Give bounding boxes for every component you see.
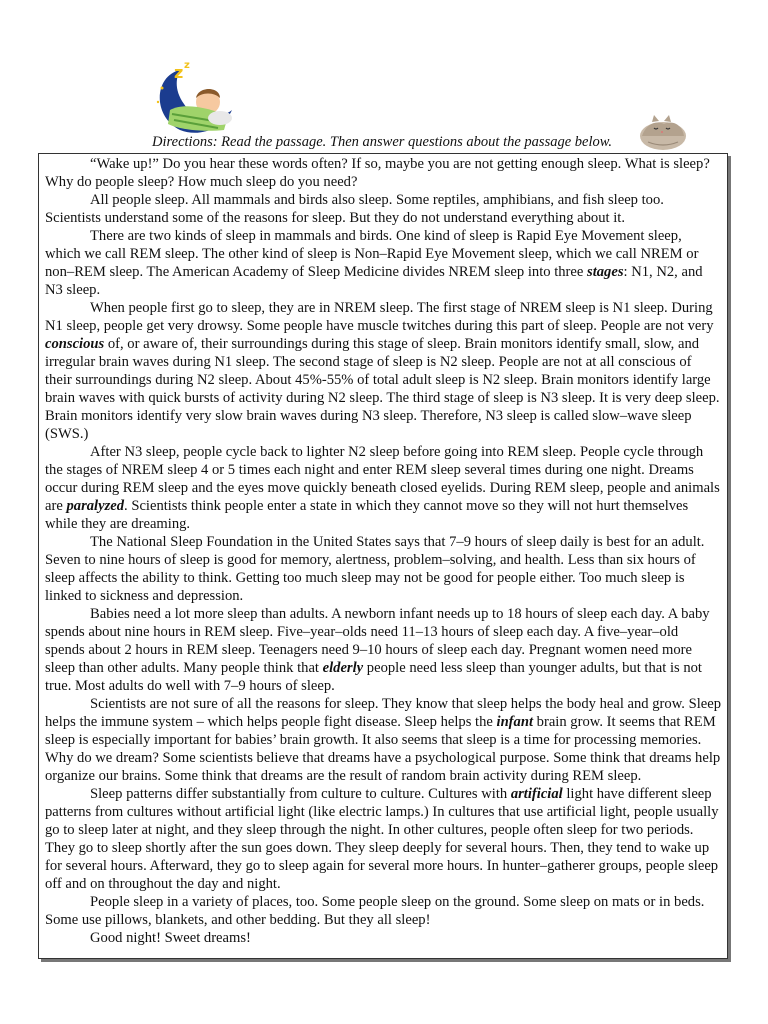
paragraph-text: light have different sleep patterns from cultures without artificial light (like electric lamps.) In cultures that use artificial light, people usually go to sleep later at night, and they sleep through the night. In other cultures, people often sleep for two periods. They go to sleep shortly after the sun goes down. They sleep deeply for several hours. Then, they tend to wake up for several hours. Afterward, they go to sleep again for several more hours. In hunter–gatherer groups, people sleep off and on throughout the day and night. xyxy=(45,786,719,892)
paragraph-text: All people sleep. All mammals and birds also sleep. Some reptiles, amphibians, and fish sleep too. Scientists understand some of the reasons for sleep. But they do not understand everything about it. xyxy=(45,192,664,226)
paragraph-text: brain grow. It seems that REM sleep is especially important for babies’ brain growth. It also seems that sleep is a time for processing memories. Why do we dream? Some scientists believe that dreams have a psychological purpose. Some think that dreams help organize our brains. Some think that dreams are the result of random brain activity during REM sleep. xyxy=(45,714,721,784)
passage-paragraph xyxy=(45,533,721,605)
paragraph-text: . Scientists think people enter a state in which they cannot move so they will not hurt themselves while they are dreaming. xyxy=(45,498,689,532)
vocabulary-word: elderly xyxy=(322,660,364,676)
passage-paragraph xyxy=(45,695,721,785)
paragraph-text: The National Sleep Foundation in the United States says that 7–9 hours of sleep daily is best for an adult. Seven to nine hours of sleep is good for memory, alertness, problem–solving, and health. Less than six hours of sleep affects the ability to think. Getting too much sleep may not be good for people either. Too much sleep is linked to sickness and depression. xyxy=(45,534,705,604)
svg-text:z: z xyxy=(174,63,184,82)
paragraph-text: There are two kinds of sleep in mammals and birds. One kind of sleep is Rapid Eye Movement sleep, which we call REM sleep. The other kind of sleep is Non–Rapid Eye Movement sleep, which we call NREM or non–REM sleep. The American Academy of Sleep Medicine divides NREM sleep into three xyxy=(45,228,699,280)
passage-paragraph xyxy=(45,785,721,893)
paragraph-text: of, or aware of, their surroundings during this stage of sleep. Brain monitors identify small, slow, and irregular brain waves during N1 sleep. The second stage of sleep is N2 sleep. People are not at all conscious of their surroundings during N2 sleep. About 45%-55% of total adult sleep is N2 sleep. Brain monitors identify large brain waves with quick bursts of activity during N2 sleep. The third stage of sleep is N3 sleep. It is very deep sleep. Brain monitors identify very slow brain waves during N3 sleep. Therefore, N3 sleep is called slow–wave sleep (SWS.) xyxy=(45,336,720,442)
directions-line xyxy=(0,132,768,152)
paragraph-text: : N1, N2, and N3 sleep. xyxy=(45,264,703,298)
svg-text:z: z xyxy=(184,60,190,71)
directions-text: Directions: Read the passage. Then answer questions about the passage below. xyxy=(152,134,612,150)
passage-paragraph xyxy=(45,155,721,191)
vocabulary-word: artificial xyxy=(510,786,563,802)
passage-paragraph xyxy=(45,893,721,929)
vocabulary-word: paralyzed xyxy=(66,498,125,514)
passage-paragraph xyxy=(45,191,721,227)
reading-passage xyxy=(38,153,728,959)
paragraph-text: people need less sleep than younger adults, but that is not true. Most adults do well with 7–9 hours of sleep. xyxy=(45,660,702,694)
paragraph-text: Good night! Sweet dreams! xyxy=(90,930,251,946)
passage-paragraph xyxy=(45,227,721,299)
vocabulary-word: conscious xyxy=(45,336,105,352)
passage-paragraph xyxy=(45,605,721,695)
vocabulary-word: stages xyxy=(587,264,624,280)
passage-paragraph xyxy=(45,929,721,947)
paragraph-text: Babies need a lot more sleep than adults. A newborn infant needs up to 18 hours of sleep each day. A baby spends about nine hours in REM sleep. Five–year–olds need 11–13 hours of sleep each day. A five–year–old spends about 2 hours in REM sleep. Teenagers need 9–10 hours of sleep each day. Pregnant women need more sleep than other adults. Many people think that xyxy=(45,606,710,676)
paragraph-text: Sleep patterns differ substantially from culture to culture. Cultures with xyxy=(90,786,511,802)
paragraph-text: People sleep in a variety of places, too. Some people sleep on the ground. Some sleep on mats or in beds. Some use pillows, blankets, and other bedding. But they all sleep! xyxy=(45,894,705,928)
vocabulary-word: infant xyxy=(496,714,534,730)
passage-paragraph xyxy=(45,443,721,533)
paragraph-text: After N3 sleep, people cycle back to lighter N2 sleep before going into REM sleep. People cycle through the stages of NREM sleep 4 or 5 times each night and enter REM sleep several times during one night. Dreams occur during REM sleep and the eyes move quickly beneath closed eyelids. During REM sleep, people and animals are xyxy=(45,444,720,514)
passage-paragraph xyxy=(45,299,721,443)
paragraph-text: Scientists are not sure of all the reasons for sleep. They know that sleep helps the body heal and grow. Sleep helps the immune system – which helps people fight disease. Sleep helps the xyxy=(45,696,722,730)
sleeping-child-on-moon-icon xyxy=(150,58,236,134)
paragraph-text: When people first go to sleep, they are in NREM sleep. The first stage of NREM sleep is N1 sleep. During N1 sleep, people get very drowsy. Some people have muscle twitches during this part of sleep. People are not very xyxy=(45,300,714,334)
paragraph-text: “Wake up!” Do you hear these words often? If so, maybe you are not getting enough sleep. What is sleep? Why do people sleep? How much sleep do you need? xyxy=(45,156,710,190)
